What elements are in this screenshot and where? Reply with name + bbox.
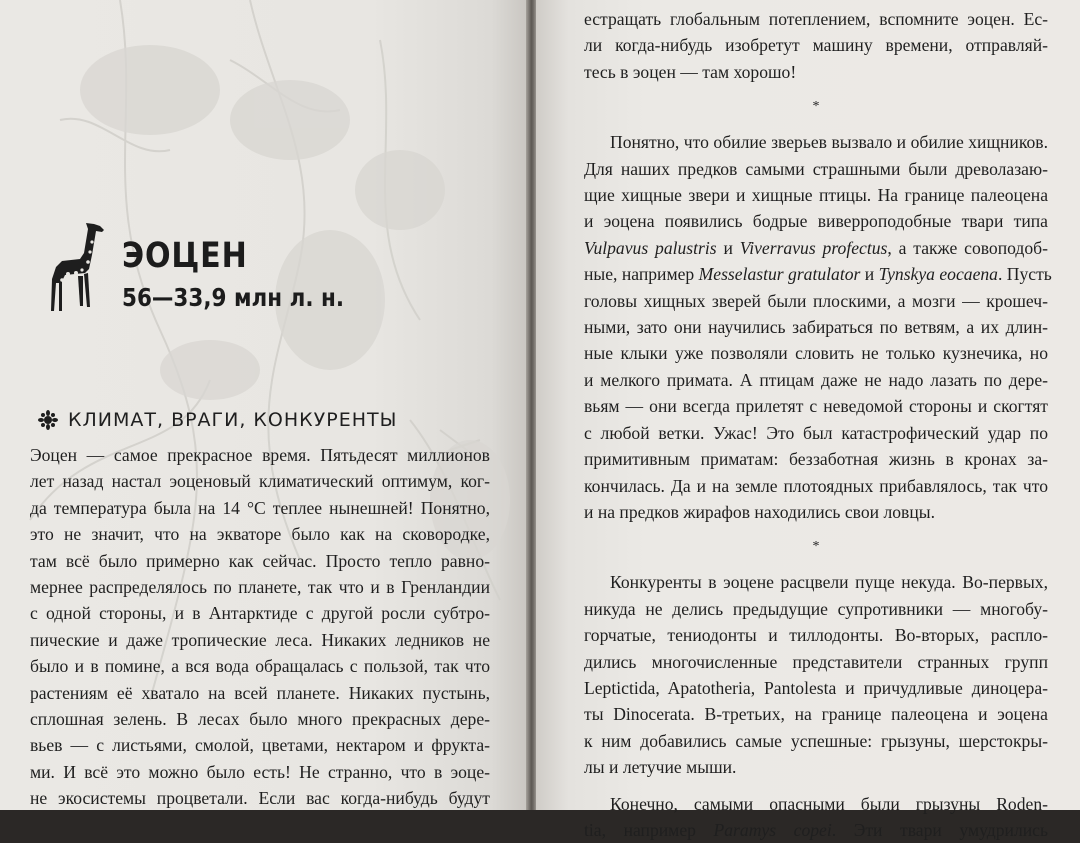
- chapter-title: ЭОЦЕН: [122, 236, 248, 276]
- text-line: естращать глобальным потеплением, вспомните эоцен. Ес-: [584, 9, 1048, 29]
- text-line: щие хищные звери и хищные птицы. На границе палеоцена: [584, 185, 1048, 206]
- text-line: Эоцен — самое прекрасное время. Пятьдесят миллионов: [30, 445, 490, 465]
- text-line: [584, 817, 1048, 843]
- paragraph-gap: [584, 781, 1048, 791]
- line-start: ные, например: [584, 264, 699, 285]
- text-line: и эоцена появились бодрые виверроподобные твари типа: [584, 211, 1048, 232]
- giraffe-icon: [48, 222, 112, 314]
- text-line: ми. И всё это можно было есть! Не странно, что в эоце-: [30, 761, 490, 782]
- text-line: сплошная зелень. В лесах было много прекрасных дере-: [30, 709, 490, 730]
- text-line: тесь в эоцен — там хорошо!: [584, 61, 797, 82]
- text-line: Конкуренты в эоцене расцвели пуще некуда. Во-первых,: [610, 572, 1048, 593]
- text-line: ли когда-нибудь изобретут машину времени, отправляй-: [584, 35, 1048, 56]
- text-line: и мелкого примата. А птицам даже не надо лазать по дере-: [584, 369, 1048, 390]
- line-start: tia, например: [584, 819, 714, 840]
- species-name: Paramys copei: [713, 819, 832, 840]
- species-name: Viverravus profectus: [739, 237, 888, 258]
- text-line: не экосистемы процветали. Если вас когда-нибудь будут: [30, 788, 490, 809]
- text-line: Для наших предков самыми страшными были древолазаю-: [584, 158, 1048, 179]
- text-line: там всё было примерно как сейчас. Просто тепло равно-: [30, 550, 490, 571]
- text-line: кончилась. Да и на земле плотоядных прибавлялось, так что: [584, 475, 1048, 496]
- line-rest: , а также совоподоб-: [887, 237, 1048, 258]
- flower-bullet-icon: [38, 410, 58, 430]
- text-line: и на предков жирафов находились свои ловцы.: [584, 501, 935, 522]
- text-line: горчатые, тениодонты и тиллодонты. Во-вторых, распло-: [584, 625, 1048, 646]
- section-separator: *: [812, 539, 820, 555]
- text-line: с любой ветки. Ужас! Это был катастрофический удар по: [584, 422, 1048, 443]
- text-line: Leptictida, Apatotheria, Pantolesta и причудливые диноцера-: [584, 677, 1048, 698]
- text-line: с одной стороны, и в Антарктиде с другой росли субтро-: [30, 603, 490, 624]
- text-line: да температура была на 14 °С теплее нынешней! Понятно,: [30, 497, 490, 518]
- conjunction: и: [860, 264, 879, 285]
- text-line: ные клыки уже позволяли словить не только кузнечика, но: [584, 343, 1048, 364]
- chapter-dates: 56—33,9 млн л. н.: [122, 283, 345, 312]
- species-name: Vulpavus palustris: [584, 237, 717, 258]
- section-heading-text: КЛИМАТ, ВРАГИ, КОНКУРЕНТЫ: [68, 409, 398, 431]
- conjunction: и: [716, 237, 740, 258]
- line-rest: . Эти твари умудрились: [831, 819, 1048, 840]
- left-page: [0, 0, 528, 810]
- text-line: пические и даже тропические леса. Никаких ледников не: [30, 629, 490, 650]
- line-rest: . Пусть: [997, 264, 1052, 285]
- section-heading: [38, 409, 397, 431]
- text-line: примитивным приматам: беззаботная жизнь в кронах за-: [584, 449, 1048, 470]
- text-line: [584, 235, 1048, 261]
- text-line: Конечно, самыми опасными были грызуны Roden-: [610, 793, 1048, 814]
- text-line: ты Dinocerata. В-третьих, на границе палеоцена и эоцена: [584, 704, 1048, 725]
- species-name: Tynskya eocaena: [878, 264, 998, 285]
- text-line: дились многочисленные представители странных групп: [584, 651, 1048, 672]
- text-line: Понятно, что обилие зверьев вызвало и обилие хищников.: [610, 132, 1048, 153]
- text-line: это не значит, что на экваторе было как на сковородке,: [30, 524, 490, 545]
- text-line: ными, зато они научились забираться по ветвям, а их длин-: [584, 317, 1048, 338]
- text-line: мернее распределялось по планете, так что и в Гренландии: [30, 577, 490, 598]
- right-page: [536, 0, 1080, 840]
- text-line: растениям её хватало на всей планете. Никаких пустынь,: [30, 682, 490, 703]
- text-line: [584, 261, 1052, 287]
- species-name: Messelastur gratulator: [698, 264, 861, 285]
- text-line: к ним добавились самые успешные: грызуны, шерстокры-: [584, 730, 1048, 751]
- text-line: лет назад настал эоценовый климатический оптимум, ког-: [30, 471, 490, 492]
- text-line: головы хищных зверей были плоскими, а мозги — крошеч-: [584, 290, 1048, 311]
- text-line: вьям — они всегда прилетят с неведомой стороны и скогтят: [584, 396, 1048, 417]
- section-separator: *: [812, 99, 820, 115]
- right-body-text: [584, 6, 1052, 843]
- left-body-text: [30, 442, 490, 812]
- text-line: лы и летучие мыши.: [584, 757, 737, 778]
- text-line: никуда не делись предыдущие супротивники — многобу-: [584, 598, 1048, 619]
- text-line: было и в помине, а вся вода обращалась с пользой, так что: [30, 656, 490, 677]
- text-line: вьев — с листьями, смолой, цветами, нектаром и фрукта-: [30, 735, 490, 756]
